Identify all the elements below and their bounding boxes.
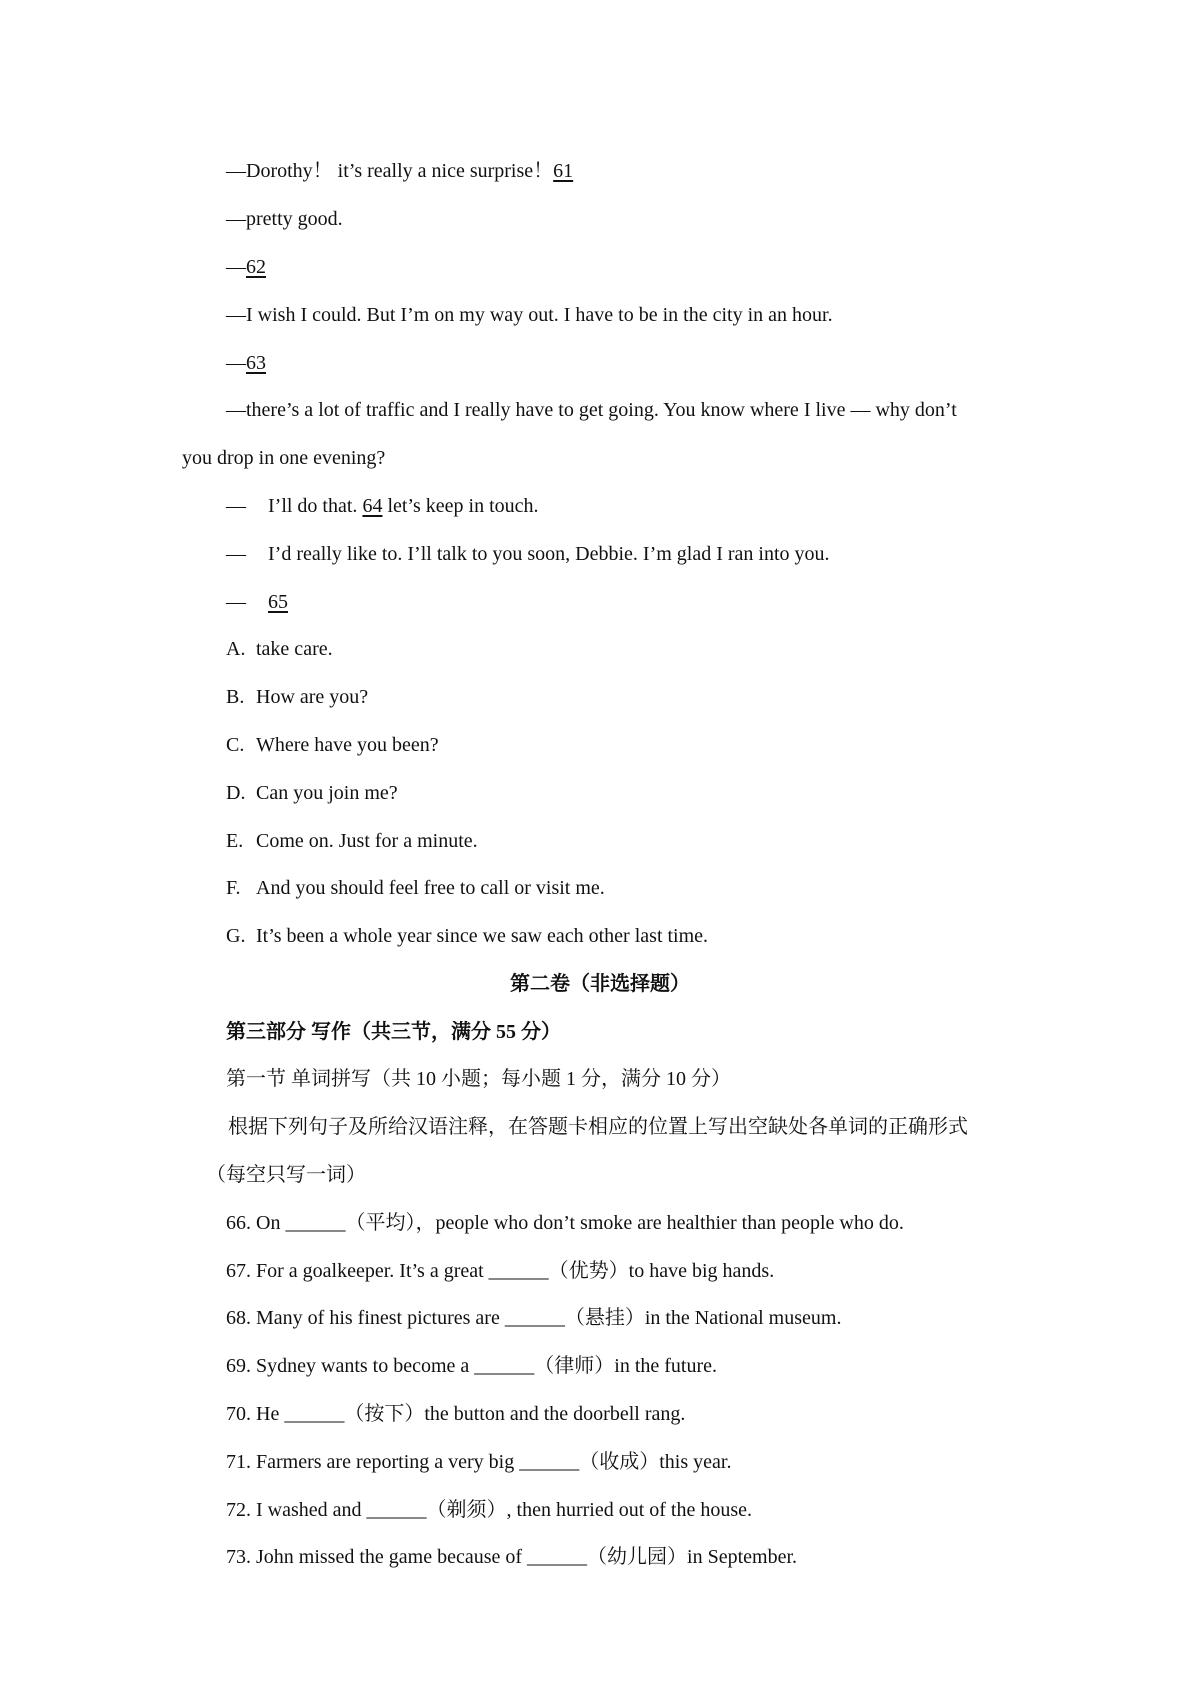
blank-number: 62 bbox=[246, 256, 266, 278]
blank-number: 65 bbox=[268, 591, 288, 613]
dash: — bbox=[226, 304, 246, 326]
dash: — bbox=[226, 495, 246, 517]
dash: — bbox=[226, 352, 246, 374]
blank-number: 63 bbox=[246, 352, 266, 374]
question-72: 72. I washed and ______（剃须）, then hurried out of the house. bbox=[226, 1499, 753, 1521]
option-letter: A. bbox=[226, 638, 246, 660]
option-text: Can you join me? bbox=[256, 782, 398, 804]
question-67: 67. For a goalkeeper. It’s a great ______（优势）to have big hands. bbox=[226, 1260, 775, 1282]
dialogue-text: let’s keep in touch. bbox=[382, 495, 539, 517]
dash: — bbox=[226, 160, 246, 182]
option-letter: E. bbox=[226, 830, 244, 852]
dialogue-line-2 bbox=[226, 206, 343, 232]
option-letter: G. bbox=[226, 925, 246, 947]
dialogue-text: pretty good. bbox=[246, 208, 343, 230]
question-68: 68. Many of his finest pictures are ______（悬挂）in the National museum. bbox=[226, 1307, 842, 1329]
option-letter: D. bbox=[226, 782, 246, 804]
option-text: And you should feel free to call or visit me. bbox=[256, 877, 605, 899]
option-d bbox=[226, 780, 398, 806]
dialogue-text: I’ll do that. bbox=[268, 495, 363, 517]
dialogue-line-3 bbox=[226, 254, 266, 280]
dash: — bbox=[226, 256, 246, 278]
blank-number: 61 bbox=[553, 160, 574, 182]
instruction-line-2: （每空只写一词） bbox=[206, 1164, 366, 1186]
question-71: 71. Farmers are reporting a very big ______（收成）this year. bbox=[226, 1451, 732, 1473]
option-b bbox=[226, 684, 368, 710]
option-letter: C. bbox=[226, 734, 245, 756]
option-text: Come on. Just for a minute. bbox=[256, 830, 478, 852]
section-title: 第一节 单词拼写（共 10 小题；每小题 1 分，满分 10 分） bbox=[226, 1068, 731, 1090]
option-text: Where have you been? bbox=[256, 734, 439, 756]
option-text: take care. bbox=[256, 638, 333, 660]
volume-title: 第二卷（非选择题） bbox=[510, 973, 690, 995]
instruction-line-1: 根据下列句子及所给汉语注释，在答题卡相应的位置上写出空缺处各单词的正确形式 bbox=[228, 1116, 968, 1138]
part-title: 第三部分 写作（共三节，满分 55 分） bbox=[226, 1021, 561, 1043]
option-f bbox=[226, 875, 605, 901]
dialogue-line-9 bbox=[226, 589, 288, 615]
question-66: 66. On ______（平均），people who don’t smoke are healthier than people who do. bbox=[226, 1212, 904, 1234]
option-a bbox=[226, 636, 333, 662]
dialogue-line-4 bbox=[226, 302, 833, 328]
dash: — bbox=[226, 543, 246, 565]
dialogue-text: there’s a lot of traffic and I really have to get going. You know where I live — why don’t bbox=[246, 399, 957, 421]
dialogue-line-6-cont bbox=[182, 445, 385, 471]
question-73: 73. John missed the game because of ______（幼儿园）in September. bbox=[226, 1546, 798, 1568]
option-text: How are you? bbox=[256, 686, 369, 708]
option-letter: B. bbox=[226, 686, 245, 708]
dash: — bbox=[226, 399, 246, 421]
dialogue-line-7 bbox=[226, 493, 539, 519]
dialogue-text: Dorothy！ it’s really a nice surprise！ bbox=[246, 160, 554, 182]
question-70: 70. He ______（按下）the button and the doorbell rang. bbox=[226, 1403, 686, 1425]
option-letter: F. bbox=[226, 877, 241, 899]
dialogue-line-5 bbox=[226, 350, 266, 376]
option-g bbox=[226, 923, 708, 949]
dialogue-line-6 bbox=[226, 397, 957, 423]
dash: — bbox=[226, 591, 246, 613]
dialogue-text: you drop in one evening? bbox=[182, 447, 386, 469]
blank-number: 64 bbox=[362, 495, 383, 517]
question-69: 69. Sydney wants to become a ______（律师）in the future. bbox=[226, 1355, 718, 1377]
dialogue-text: I wish I could. But I’m on my way out. I have to be in the city in an hour. bbox=[246, 304, 833, 326]
option-c bbox=[226, 732, 439, 758]
dialogue-line-8 bbox=[226, 541, 830, 567]
dialogue-line-1 bbox=[226, 158, 573, 184]
dialogue-text: I’d really like to. I’ll talk to you soon, Debbie. I’m glad I ran into you. bbox=[268, 543, 830, 565]
dash: — bbox=[226, 208, 246, 230]
option-text: It’s been a whole year since we saw each other last time. bbox=[256, 925, 709, 947]
option-e bbox=[226, 828, 478, 854]
